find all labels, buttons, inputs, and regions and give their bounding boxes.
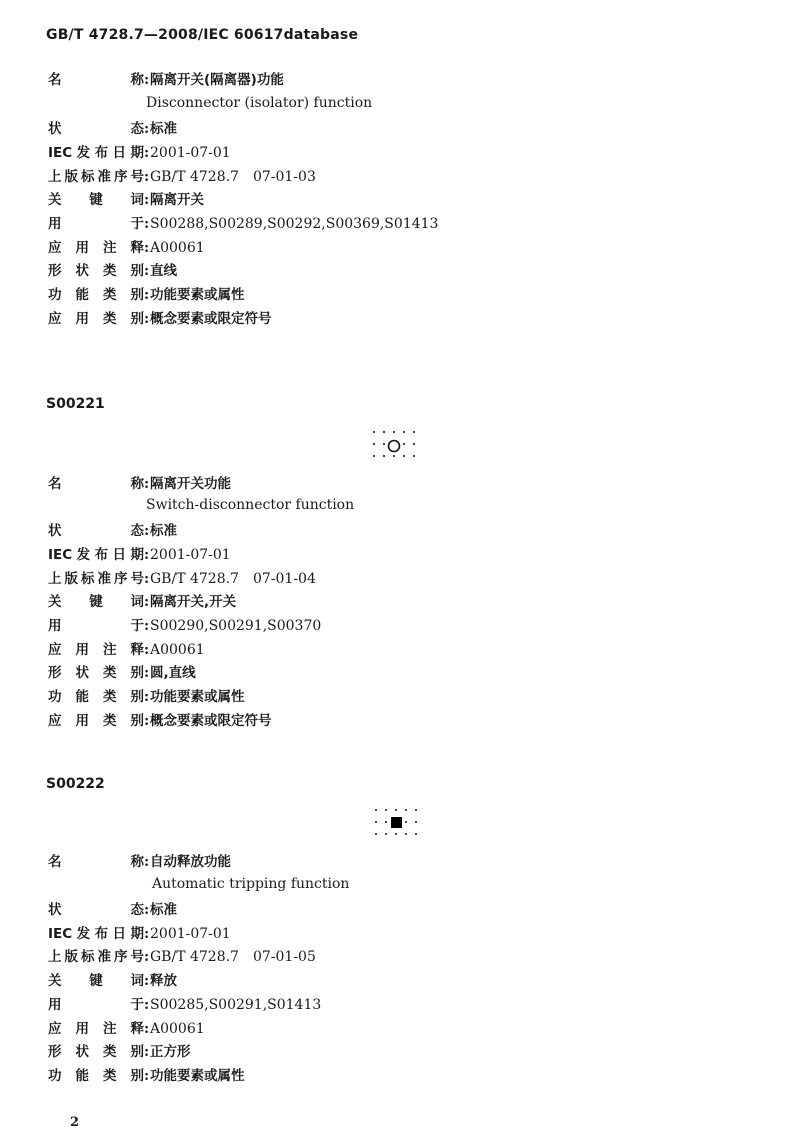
function-class-row: 功能类别:功能要素或属性 (48, 1068, 245, 1084)
date-row: IEC发布日期:2001-07-01 (48, 547, 231, 563)
keywords-row: 关 键 词:隔离开关 (48, 192, 204, 208)
status-row: 状 态:标准 (48, 902, 177, 918)
function-class-row: 功能类别:功能要素或属性 (48, 689, 245, 705)
name-english: Disconnector (isolator) function (146, 95, 373, 111)
name-english: Automatic tripping function (152, 876, 350, 892)
name-row: 名 称:自动释放功能 (48, 854, 231, 870)
application-class-row: 应用类别:概念要素或限定符号 (48, 713, 272, 729)
used-in-row: 用 于:S00290,S00291,S00370 (48, 618, 322, 634)
document-header: GB/T 4728.7—2008/IEC 60617database (46, 27, 359, 43)
prev-edition-row: 上版标准序号:GB/T 4728.7 07-01-05 (48, 949, 316, 965)
name-english: Switch-disconnector function (146, 497, 355, 513)
status-row: 状 态:标准 (48, 121, 177, 137)
date-row: IEC发布日期:2001-07-01 (48, 145, 231, 161)
note-row: 应用注释:A00061 (48, 240, 205, 256)
shape-class-row: 形状类别:圆,直线 (48, 665, 196, 681)
used-in-row: 用 于:S00288,S00289,S00292,S00369,S01413 (48, 216, 439, 232)
note-row: 应用注释:A00061 (48, 642, 205, 658)
date-row: IEC发布日期:2001-07-01 (48, 926, 231, 942)
used-in-row: 用 于:S00285,S00291,S01413 (48, 997, 322, 1013)
keywords-row: 关 键 词:隔离开关,开关 (48, 594, 237, 610)
page-number: 2 (70, 1115, 80, 1130)
shape-class-row: 形状类别:直线 (48, 263, 177, 279)
circle-icon (370, 428, 422, 464)
shape-class-row: 形状类别:正方形 (48, 1044, 191, 1060)
keywords-row: 关 键 词:释放 (48, 973, 177, 989)
name-row: 名 称:隔离开关功能 (48, 476, 231, 492)
function-class-row: 功能类别:功能要素或属性 (48, 287, 245, 303)
symbol-code: S00221 (46, 396, 105, 412)
symbol-code: S00222 (46, 776, 105, 792)
filled-square-icon (372, 806, 424, 842)
application-class-row: 应用类别:概念要素或限定符号 (48, 311, 272, 327)
note-row: 应用注释:A00061 (48, 1021, 205, 1037)
name-row: 名 称:隔离开关(隔离器)功能 (48, 72, 284, 88)
status-row: 状 态:标准 (48, 523, 177, 539)
prev-edition-row: 上版标准序号:GB/T 4728.7 07-01-04 (48, 571, 316, 587)
prev-edition-row: 上版标准序号:GB/T 4728.7 07-01-03 (48, 169, 316, 185)
